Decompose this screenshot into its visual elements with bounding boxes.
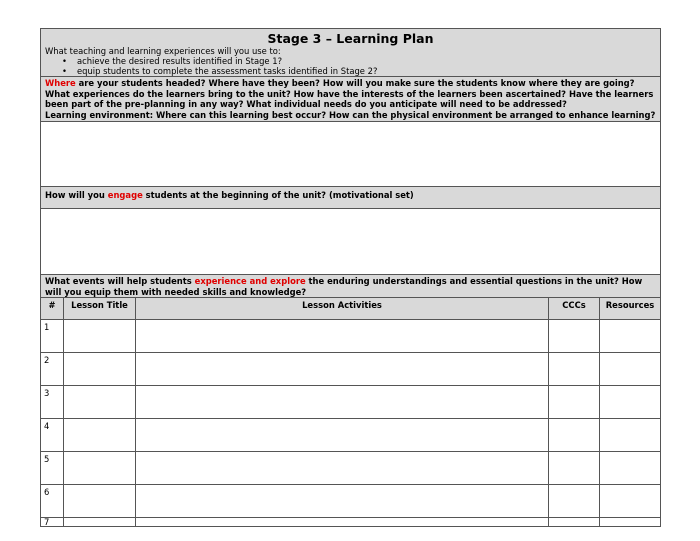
intro-text: What teaching and learning experiences will you use to: bbox=[45, 46, 281, 56]
explore-suffix: the enduring understandings and essential questions in the unit? How will you equip them with needed skills and knowledge? bbox=[45, 276, 643, 297]
section-where-prompt bbox=[41, 77, 660, 122]
row-divider bbox=[41, 451, 660, 452]
plan-header bbox=[41, 29, 660, 77]
bullet-text: achieve the desired results identified in Stage 1? bbox=[77, 56, 283, 66]
bullet-text: equip students to complete the assessment tasks identified in Stage 2? bbox=[77, 66, 378, 76]
bullet-icon: • bbox=[62, 66, 67, 76]
row-number: 5 bbox=[44, 454, 50, 464]
keyword-where: Where bbox=[45, 78, 76, 88]
page-title: Stage 3 – Learning Plan bbox=[267, 31, 434, 46]
row-number: 3 bbox=[44, 388, 50, 398]
bullet-item bbox=[62, 66, 378, 76]
column-divider bbox=[599, 298, 600, 526]
bullet-icon: • bbox=[62, 56, 67, 66]
where-questions: are your students headed? Where have they been? How will you make sure the students know where they are going? bbox=[75, 78, 635, 88]
lesson-table-header bbox=[41, 298, 660, 320]
environment-questions: Learning environment: Where can this learning best occur? How can the physical environment be arranged to enhance learning? bbox=[45, 109, 656, 120]
section-engage-answer[interactable] bbox=[41, 209, 660, 275]
col-header-cccs: CCCs bbox=[562, 300, 586, 310]
engage-suffix: students at the beginning of the unit? (motivational set) bbox=[142, 190, 414, 200]
experiences-questions: What experiences do the learners bring to the unit? How have the interests of the learners been ascertained? Have the learners been part of the pre-planning in any way? What individual needs do you anticipate will need to be addressed? bbox=[45, 88, 654, 109]
column-divider bbox=[135, 298, 136, 526]
where-line bbox=[45, 78, 656, 89]
row-number: 6 bbox=[44, 487, 50, 497]
row-number: 2 bbox=[44, 355, 50, 365]
row-divider bbox=[41, 484, 660, 485]
row-divider bbox=[41, 517, 660, 518]
row-divider bbox=[41, 418, 660, 419]
col-header-number: # bbox=[48, 300, 56, 310]
engage-prefix: How will you bbox=[45, 190, 108, 200]
column-divider bbox=[63, 298, 64, 526]
row-divider bbox=[41, 352, 660, 353]
section-explore-prompt bbox=[41, 275, 660, 298]
learning-plan-sheet bbox=[40, 28, 661, 527]
keyword-experience-explore: experience and explore bbox=[194, 276, 306, 286]
col-header-lesson-activities: Lesson Activities bbox=[302, 300, 382, 310]
section-engage-prompt bbox=[41, 187, 660, 209]
col-header-lesson-title: Lesson Title bbox=[71, 300, 128, 310]
column-divider bbox=[548, 298, 549, 526]
row-number: 7 bbox=[44, 517, 50, 527]
keyword-engage: engage bbox=[107, 190, 143, 200]
section-where-answer[interactable] bbox=[41, 122, 660, 187]
col-header-resources: Resources bbox=[605, 300, 655, 310]
row-number: 4 bbox=[44, 421, 50, 431]
row-number: 1 bbox=[44, 322, 50, 332]
bullet-item bbox=[62, 56, 283, 66]
row-divider bbox=[41, 385, 660, 386]
explore-prefix: What events will help students bbox=[45, 276, 195, 286]
